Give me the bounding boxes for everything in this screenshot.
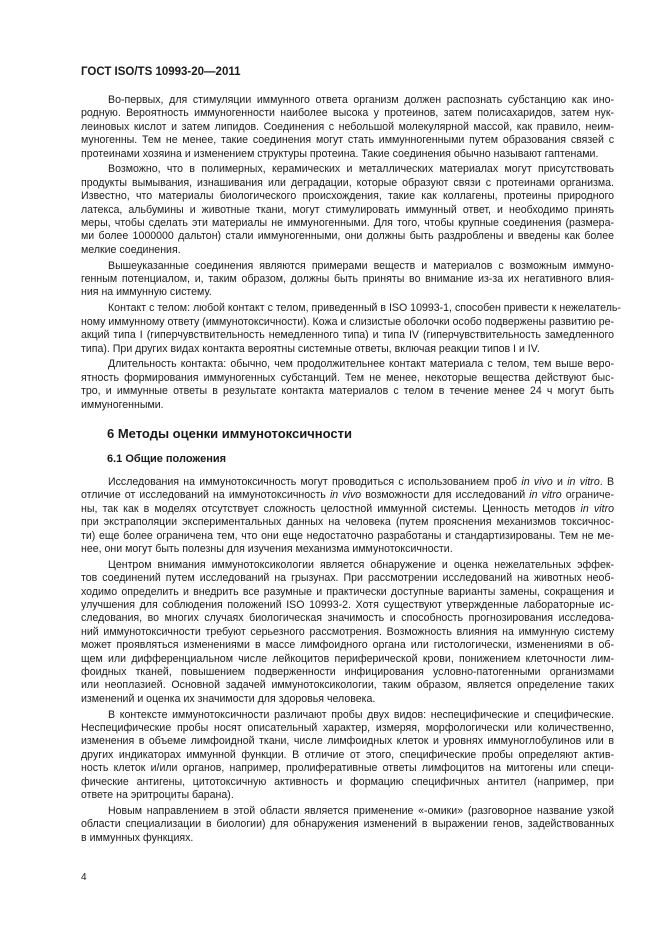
- text-line: иммуногенными.: [81, 398, 164, 411]
- text-line: фоидных тканей, повышением подверженности инфицирования условно-патогенными организмами: [81, 665, 614, 678]
- text-line: Во-первых, для стимуляции иммунного ответа организм должен распознать субстанцию как ино-: [108, 94, 614, 106]
- italic-term: in vivo: [329, 489, 362, 502]
- text-line: следования, во многих случаях биологическая значимость и способность прогнозирования исследова-: [81, 612, 614, 625]
- text-line: мелкие соединения.: [81, 243, 181, 256]
- text-line: Вышеуказанные соединения являются примерами веществ и материалов с возможным иммуно-: [108, 259, 614, 272]
- text-line: [81, 503, 614, 516]
- paragraph: [81, 358, 614, 412]
- text-line: изменения в объеме лимфоидной ткани, числе лимфоидных клеток и уровнях иммуноглобулинов или в: [81, 735, 614, 748]
- text-line: латекса, альбумины и животные ткани, могут стимулировать иммунный ответ, и необходимо принять: [81, 203, 614, 216]
- text-line: протеинами хозяина и изменением структуры протеина. Такие соединения обычно называют гаптенами.: [81, 147, 599, 160]
- text-line: ному иммунному ответу (иммунотоксичности). Кожа и слизистые оболочки особо подвержены развитию ре-: [81, 315, 615, 328]
- text-line: области специализации в биологии) для обнаружения изменений в выражении генов, задействованных: [81, 818, 614, 831]
- text-line: других индикаторах иммунной функции. В отличие от этого, специфические пробы определяют актив-: [81, 748, 614, 761]
- text-segment: и: [552, 476, 568, 488]
- page-number: 4: [81, 872, 87, 883]
- text-line: тро, и иммунные ответы в результате контакта материалов с телом в течение менее 24 ч могут быть: [81, 385, 614, 398]
- italic-term: in vitro: [567, 476, 600, 488]
- text-line: нее, они могут быть полезны для изучения механизма иммунотоксичности.: [81, 542, 453, 555]
- text-line: может проявляться изменениями в массе лимфоидного органа или гистологически, изменениями в об-: [81, 639, 614, 652]
- text-line: при экстраполяции экспериментальных данных на человека (путем прояснения механизмов токсичнос-: [81, 516, 614, 529]
- text-line: Возможно, что в полимерных, керамических и металлических материалах могут присутствовать: [108, 163, 614, 176]
- text-segment: Исследования на иммунотоксичность могут проводиться с использованием проб: [108, 476, 522, 488]
- text-line: Контакт с телом: любой контакт с телом, приведенный в ISO 10993-1, способен привести к нежелатель-: [108, 302, 621, 315]
- text-line: акций типа I (гиперчувствительность немедленного типа) и типа IV (гиперчувствительность замедленного: [81, 329, 614, 342]
- text-line: Известно, что материалы биологического происхождения, такие как коллагены, протеины природного: [81, 190, 614, 203]
- paragraph: [81, 805, 614, 845]
- italic-term: in vivo: [521, 476, 553, 488]
- text-block-intro: [81, 94, 621, 414]
- text-line: улучшения для соблюдения положений ISO 10993-2. Хотя существуют утвержденные лабораторные ис-: [81, 599, 614, 612]
- paragraph: [81, 163, 614, 257]
- text-line: [81, 476, 614, 489]
- text-line: типа). При других видах контакта вероятны системные ответы, включая реакции типов I и IV.: [81, 342, 540, 355]
- text-line: В контексте иммунотоксичности различают пробы двух видов: неспецифические и специфические.: [108, 708, 614, 721]
- italic-term: in vitro: [580, 502, 614, 515]
- text-segment: ограниче-: [561, 489, 614, 502]
- text-line: изменений и оценка их значимости для здоровья человека.: [81, 692, 376, 705]
- text-line: продукты вымывания, изнашивания или деградации, которые образуют связи с протеинами организма.: [81, 176, 614, 189]
- text-line: или неоплазией. Основной задачей иммунотоксикологии, таким образом, является определение таких: [81, 679, 614, 692]
- text-line: фические антигены, цитотоксичную активность и формацию специфичных антител (например, при: [81, 775, 614, 788]
- text-line: ность клеток и/или органов, например, пролиферативные ответы лимфоцитов на митогены или специ-: [81, 762, 614, 775]
- text-segment: . В: [599, 476, 615, 488]
- subsection-heading: 6.1 Общие положения: [107, 453, 227, 465]
- paragraph: [81, 260, 614, 300]
- text-segment: отличие от исследований на иммунотоксичность: [81, 489, 330, 502]
- text-line: в иммунных функциях.: [81, 831, 194, 844]
- text-line: ти) еще более ограничена тем, что они еще недостаточно разработаны и стандартизированы. Тем не ме-: [81, 529, 614, 542]
- text-line: муногенны. Тем не менее, такие соединения могут стать иммунногенными путем образования связей с: [81, 134, 614, 147]
- paragraph: [81, 476, 614, 556]
- text-line: щем или дифференциальном числе лейкоцитов периферической крови, понижением клеточности лим-: [81, 652, 614, 665]
- paragraph: [81, 302, 621, 356]
- text-line: ний иммунотоксичности требуют серьезного рассмотрения. Возможность влияния на иммунную систему: [81, 625, 614, 638]
- text-line: генным потенциалом, и, таким образом, должны быть приняты во внимание из-за их негативного влия-: [81, 273, 614, 286]
- italic-term: in vitro: [529, 489, 562, 502]
- text-line: Новым направлением в этой области является применение «-омики» (разговорное название узкой: [108, 804, 614, 817]
- section-heading: 6 Методы оценки иммунотоксичности: [107, 426, 352, 441]
- document-header: ГОСТ ISO/TS 10993-20—2011: [81, 66, 241, 78]
- paragraph: [81, 709, 614, 803]
- text-line: ния на иммунную систему.: [81, 286, 212, 299]
- text-line: Длительность контакта: обычно, чем продолжительнее контакт материала с телом, тем выше веро-: [108, 358, 614, 371]
- text-line: Неспецифические пробы носят описательный характер, измеряя, морфологически или количественно,: [81, 722, 614, 735]
- text-line: ходимо определить и внедрить все разумные и практически доступные варианты замены, сокращения и: [81, 585, 614, 598]
- text-line: Центром внимания иммунотоксикологии является обнаружение и оценка нежелательных эффек-: [108, 558, 614, 571]
- text-line: ответе на эритроциты барана).: [81, 788, 234, 801]
- text-line: родную. Вероятность иммуногенности наиболее высока у протеинов, затем полисахаридов, затем нук-: [81, 107, 614, 120]
- text-segment: возможности для исследований: [361, 489, 530, 502]
- paragraph: [81, 94, 614, 161]
- text-line: леиновых кислот и затем липидов. Соединения с небольшой молекулярной массой, как правило, неим-: [81, 120, 614, 133]
- text-line: тов соединений путем исследований на грызунах. При рассмотрении исследований на животных необ-: [81, 572, 614, 585]
- text-line: [81, 489, 614, 502]
- text-line: ми более 1000000 дальтон) стали иммуногенными, они должны быть раздроблены и введены как более: [81, 230, 614, 243]
- text-block-section-6-1: [81, 476, 614, 848]
- text-line: ятность формирования иммуногенных субстанций. Тем не менее, некоторые вещества действуют быс-: [81, 371, 614, 384]
- text-line: меры, чтобы сделать эти материалы не иммуногенными. Для того, чтобы крупные соединения (размера-: [81, 217, 614, 230]
- text-segment: ны, так как в моделях отсутствует сложность целостной иммунной системы. Ценность методов: [81, 502, 581, 515]
- paragraph: [81, 559, 614, 706]
